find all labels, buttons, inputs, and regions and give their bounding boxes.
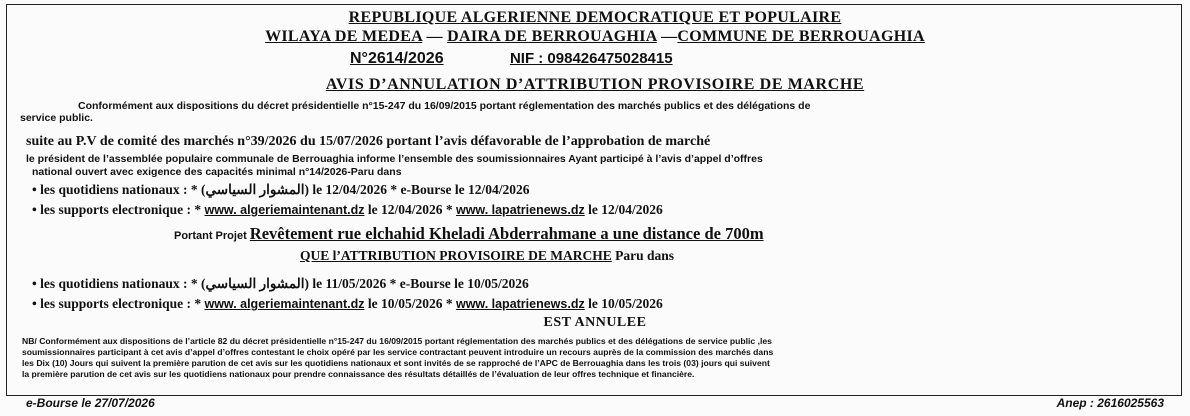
bullet-dot: • [32, 296, 41, 311]
wilaya-heading [0, 28, 1190, 46]
nif-number: NIF : 098426475028415 [509, 50, 673, 67]
wilaya-text: WILAYA DE MEDEA [265, 28, 423, 45]
projet-name: Revêtement rue elchahid Kheladi Abderrahmane a une distance de 700m [249, 224, 764, 243]
separator: — [426, 28, 443, 45]
supports-date-1a: le 12/04/2026 * [364, 202, 456, 217]
nb-line-1 [22, 336, 772, 346]
projet-label: Portant Projet [174, 230, 250, 242]
annulee-text: EST ANNULEE [543, 315, 647, 330]
supports-label-2: les supports electronique : * [40, 296, 205, 311]
notice-title-text: AVIS D’ANNULATION D’ATTRIBUTION PROVISOIRE DE MARCHE [325, 76, 865, 93]
nb-text-2: soumissionnaires participant à cet avis d’appel d’offres contestant le choix opéré par les service contractant peuvent introduire un recours auprès de la commission des marchés dans [22, 347, 774, 357]
president-text-cont: national ouvert avec exigence des capacités minimal n°14/2026-Paru dans [32, 166, 402, 178]
attribution-line [300, 248, 674, 264]
nb-text-4: la première parution de cet avis sur les quotidiens nationaux pour prendre connaissance des résultats détaillés de l’évaluation de leur offres technique et financière. [22, 369, 695, 379]
link-algeriemaintenant-2[interactable]: www. algeriemaintenant.dz [204, 297, 365, 311]
supports-date-2b: le 10/05/2026 [584, 296, 663, 311]
nb-text-3: les Dix (10) Jours qui suivent la première parution de cet avis sur les quotidiens nationaux et sont invités de se rapproché de l’APC de Berrouaghia dans les trois (03) jours qui suivent [22, 358, 770, 368]
link-lapatrienews-1[interactable]: www. lapatrienews.dz [455, 203, 585, 217]
nb-line-3 [22, 358, 770, 368]
attribution-tail: Paru dans [611, 248, 675, 263]
president-paragraph-cont [32, 166, 402, 178]
supports-date-2a: le 10/05/2026 * [364, 296, 456, 311]
supports-label-1: les supports electronique : * [40, 202, 205, 217]
projet-line [174, 224, 764, 244]
supports-line-2 [32, 296, 663, 312]
number-line [350, 50, 673, 68]
commune-text: COMMUNE DE BERROUAGHIA [677, 28, 925, 45]
president-paragraph [26, 153, 763, 165]
notice-number: N°2614/2026 [350, 50, 444, 67]
nb-text-1: NB/ Conformément aux dispositions de l’article 82 du décret présidentielle n°15-247 du 16/09/2015 portant réglementation des marchés publics et des délégations de service public ,les [22, 336, 772, 346]
decree-text-cont: service public. [20, 112, 93, 124]
nb-line-2 [22, 347, 773, 357]
bullet-dot: • [32, 182, 41, 197]
quotidiens-line-1 [32, 182, 530, 198]
quotidiens-text-2: les quotidiens nationaux : * (المشوار السياسي) le 11/05/2026 * e-Bourse le 10/05/2026 [40, 276, 529, 291]
republic-heading [0, 9, 1190, 27]
footer-anep: Anep : 2616025563 [1053, 396, 1168, 410]
republic-text: REPUBLIQUE ALGERIENNE DEMOCRATIQUE ET POPULAIRE [348, 9, 842, 26]
pv-text: suite au P.V de comité des marchés n°39/2026 du 15/07/2026 portant l’avis défavorable de l’approbation de marché [26, 134, 711, 149]
decree-paragraph [78, 100, 810, 112]
supports-line-1 [32, 202, 663, 218]
decree-text: Conformément aux dispositions du décret présidentielle n°15-247 du 16/09/2015 portant réglementation des marchés publics et des délégations de [78, 100, 811, 112]
quotidiens-text-1: les quotidiens nationaux : * (المشوار السياسي) le 12/04/2026 * e-Bourse le 12/04/2026 [40, 182, 530, 197]
daira-text: DAIRA DE BERROUAGHIA [447, 28, 657, 45]
link-lapatrienews-2[interactable]: www. lapatrienews.dz [455, 297, 585, 311]
link-algeriemaintenant-1[interactable]: www. algeriemaintenant.dz [204, 203, 365, 217]
bullet-dot: • [32, 276, 41, 291]
president-text: le président de l’assemblée populaire communale de Berrouaghia informe l’ensemble des soumissionnaires Ayant participé à l’avis d’appel d’offres [26, 153, 763, 165]
nb-line-4 [22, 369, 694, 379]
annulee-heading [0, 315, 1190, 331]
separator: — [661, 28, 678, 45]
pv-paragraph [26, 134, 710, 150]
bullet-dot: • [32, 202, 41, 217]
attribution-text: QUE l’ATTRIBUTION PROVISOIRE DE MARCHE [300, 248, 612, 263]
notice-title [0, 76, 1190, 94]
quotidiens-line-2 [32, 276, 529, 292]
decree-paragraph-cont [20, 112, 93, 124]
supports-date-1b: le 12/04/2026 [584, 202, 663, 217]
footer-ebourse: e-Bourse le 27/07/2026 [22, 396, 159, 410]
